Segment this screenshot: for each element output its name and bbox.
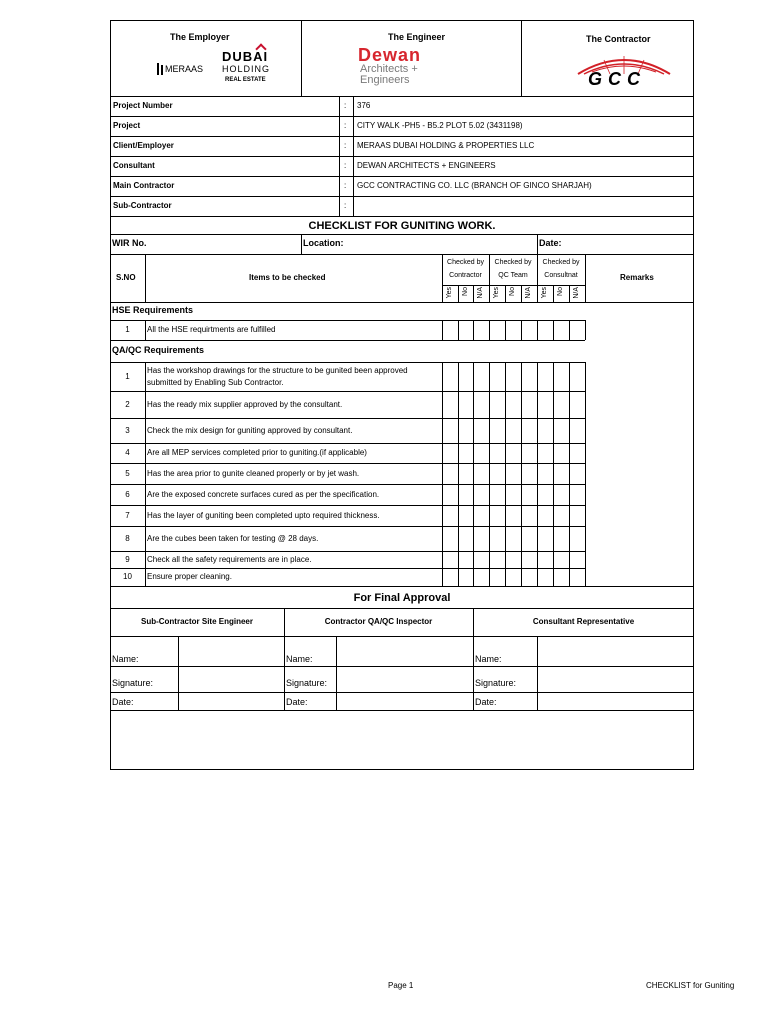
check-no-header: No xyxy=(462,287,469,296)
check-cell[interactable] xyxy=(459,363,473,391)
item-text: Has the layer of guniting been completed upto required thickness. xyxy=(147,511,380,520)
check-cell[interactable] xyxy=(443,392,458,418)
item-text: Are the exposed concrete surfaces cured as per the specification. xyxy=(147,490,380,499)
approval-col-consultant: Consultant Representative xyxy=(532,617,635,626)
check-yes-header: Yes xyxy=(493,287,500,299)
project-info-value: GCC CONTRACTING CO. LLC (BRANCH OF GINCO SHARJAH) xyxy=(357,181,592,190)
check-cell[interactable] xyxy=(474,419,489,443)
check-cell[interactable] xyxy=(538,485,553,505)
check-cell[interactable] xyxy=(443,444,458,463)
check-cell[interactable] xyxy=(443,552,458,568)
check-cell[interactable] xyxy=(506,485,521,505)
item-number: 6 xyxy=(125,490,130,499)
con-signature-label: Signature: xyxy=(286,678,328,688)
check-cell[interactable] xyxy=(459,392,473,418)
sheet-name: CHECKLIST for Guniting xyxy=(646,981,735,990)
check-cell[interactable] xyxy=(554,419,569,443)
check-cell[interactable] xyxy=(570,569,585,586)
group2-header: Checked by QC Team xyxy=(494,259,532,279)
check-cell[interactable] xyxy=(443,506,458,526)
check-cell[interactable] xyxy=(474,569,489,586)
con-name-label: Name: xyxy=(286,654,313,664)
project-info-separator: : xyxy=(344,121,347,130)
check-cell[interactable] xyxy=(459,485,473,505)
sub-signature-label: Signature: xyxy=(112,678,154,688)
check-cell[interactable] xyxy=(570,419,585,443)
check-cell[interactable] xyxy=(522,363,537,391)
check-no-header: No xyxy=(557,287,564,296)
project-info-separator: : xyxy=(344,161,347,170)
project-info-label: Consultant xyxy=(113,161,155,170)
project-info-separator: : xyxy=(344,101,347,110)
check-cell[interactable] xyxy=(490,464,505,484)
check-cell[interactable] xyxy=(474,527,489,551)
check-cell[interactable] xyxy=(506,419,521,443)
check-cell[interactable] xyxy=(443,321,458,340)
check-cell[interactable] xyxy=(506,392,521,418)
check-cell[interactable] xyxy=(570,444,585,463)
check-cell[interactable] xyxy=(490,321,505,340)
check-cell[interactable] xyxy=(522,527,537,551)
check-cell[interactable] xyxy=(459,321,473,340)
check-cell[interactable] xyxy=(522,552,537,568)
contractor-label: The Contractor xyxy=(586,34,651,44)
check-cell[interactable] xyxy=(490,527,505,551)
wir-label: WIR No. xyxy=(112,238,147,248)
item-number: 10 xyxy=(123,572,132,581)
project-info-label: Sub-Contractor xyxy=(113,201,172,210)
check-cell[interactable] xyxy=(538,444,553,463)
check-cell[interactable] xyxy=(459,569,473,586)
check-cell[interactable] xyxy=(570,527,585,551)
check-cell[interactable] xyxy=(490,392,505,418)
date-label: Date: xyxy=(539,238,562,248)
gcc-logo: GCC xyxy=(574,52,674,88)
check-cell[interactable] xyxy=(474,464,489,484)
check-cell[interactable] xyxy=(443,419,458,443)
check-cell[interactable] xyxy=(522,485,537,505)
project-info-label: Project Number xyxy=(113,101,173,110)
check-cell[interactable] xyxy=(506,506,521,526)
check-cell[interactable] xyxy=(554,527,569,551)
check-na-header: N/A xyxy=(525,287,532,299)
check-cell[interactable] xyxy=(459,419,473,443)
qaqc-heading: QA/QC Requirements xyxy=(112,345,205,355)
check-cell[interactable] xyxy=(538,321,553,340)
check-cell[interactable] xyxy=(474,506,489,526)
check-cell[interactable] xyxy=(506,363,521,391)
check-cell[interactable] xyxy=(490,444,505,463)
check-cell[interactable] xyxy=(490,485,505,505)
check-cell[interactable] xyxy=(554,569,569,586)
check-cell[interactable] xyxy=(538,569,553,586)
check-cell[interactable] xyxy=(490,506,505,526)
check-cell[interactable] xyxy=(570,552,585,568)
check-cell[interactable] xyxy=(474,552,489,568)
check-cell[interactable] xyxy=(554,363,569,391)
check-cell[interactable] xyxy=(538,363,553,391)
check-cell[interactable] xyxy=(506,444,521,463)
check-cell[interactable] xyxy=(490,552,505,568)
check-cell[interactable] xyxy=(538,506,553,526)
project-info-separator: : xyxy=(344,141,347,150)
check-yes-header: Yes xyxy=(541,287,548,299)
check-cell[interactable] xyxy=(506,569,521,586)
project-info-value: DEWAN ARCHITECTS + ENGINEERS xyxy=(357,161,496,170)
sub-date-label: Date: xyxy=(112,697,134,707)
check-cell[interactable] xyxy=(490,419,505,443)
project-info-value: 376 xyxy=(357,101,371,110)
check-cell[interactable] xyxy=(459,527,473,551)
check-yes-header: Yes xyxy=(446,287,453,299)
remarks-header: Remarks xyxy=(620,273,654,282)
check-cell[interactable] xyxy=(474,444,489,463)
check-cell[interactable] xyxy=(506,527,521,551)
project-info-label: Client/Employer xyxy=(113,141,174,150)
item-number: 1 xyxy=(125,372,130,381)
project-info-label: Main Contractor xyxy=(113,181,175,190)
check-cell[interactable] xyxy=(570,485,585,505)
item-text: Are the cubes been taken for testing @ 28 days. xyxy=(147,534,319,543)
item-text: Has the area prior to gunite cleaned properly or by jet wash. xyxy=(147,469,360,478)
item-number: 9 xyxy=(125,555,130,564)
item-text: All the HSE requirtments are fulfilled xyxy=(147,325,276,334)
check-cell[interactable] xyxy=(522,321,537,340)
sub-name-label: Name: xyxy=(112,654,139,664)
check-cell[interactable] xyxy=(443,485,458,505)
check-cell[interactable] xyxy=(522,569,537,586)
con-date-label: Date: xyxy=(286,697,308,707)
approval-col-subcontractor: Sub-Contractor Site Engineer xyxy=(140,617,253,626)
item-number: 7 xyxy=(125,511,130,520)
check-cell[interactable] xyxy=(570,464,585,484)
check-na-header: N/A xyxy=(477,287,484,299)
check-cell[interactable] xyxy=(522,419,537,443)
group3-header: Checked by Consultnat xyxy=(542,259,580,279)
group1-header: Checked by Contractor xyxy=(447,259,484,279)
check-cell[interactable] xyxy=(474,392,489,418)
check-cell[interactable] xyxy=(538,392,553,418)
employer-label: The Employer xyxy=(170,32,230,42)
item-text: Check the mix design for guniting approved by consultant. xyxy=(147,426,353,435)
check-cell[interactable] xyxy=(554,321,569,340)
check-cell[interactable] xyxy=(490,569,505,586)
item-text: Has the workshop drawings for the structure to be gunited been approved submitted by Enabling Sub Contractor. xyxy=(147,366,408,387)
item-number: 8 xyxy=(125,534,130,543)
engineer-label: The Engineer xyxy=(388,32,446,42)
approval-title: For Final Approval xyxy=(353,592,451,604)
check-cell[interactable] xyxy=(443,527,458,551)
cons-name-label: Name: xyxy=(475,654,502,664)
check-cell[interactable] xyxy=(570,363,585,391)
project-info-separator: : xyxy=(344,201,347,210)
check-cell[interactable] xyxy=(459,464,473,484)
location-label: Location: xyxy=(303,238,344,248)
hse-heading: HSE Requirements xyxy=(112,305,194,315)
check-cell[interactable] xyxy=(443,363,458,391)
item-number: 2 xyxy=(125,400,130,409)
check-no-header: No xyxy=(509,287,516,296)
check-cell[interactable] xyxy=(522,392,537,418)
check-cell[interactable] xyxy=(554,464,569,484)
item-number: 1 xyxy=(125,325,130,334)
checklist-title: CHECKLIST FOR GUNITING WORK. xyxy=(308,220,496,232)
check-cell[interactable] xyxy=(554,552,569,568)
check-cell[interactable] xyxy=(506,464,521,484)
project-info-label: Project xyxy=(113,121,141,130)
check-cell[interactable] xyxy=(554,506,569,526)
form-frame xyxy=(110,20,694,770)
check-cell[interactable] xyxy=(538,419,553,443)
check-cell[interactable] xyxy=(570,321,585,340)
check-na-header: N/A xyxy=(573,287,580,299)
item-number: 3 xyxy=(125,426,130,435)
check-cell[interactable] xyxy=(538,552,553,568)
check-cell[interactable] xyxy=(443,464,458,484)
check-cell[interactable] xyxy=(459,552,473,568)
project-info-value: CITY WALK -PH5 - B5.2 PLOT 5.02 (3431198) xyxy=(357,121,523,130)
project-info-separator: : xyxy=(344,181,347,190)
check-cell[interactable] xyxy=(522,444,537,463)
check-cell[interactable] xyxy=(474,363,489,391)
check-cell[interactable] xyxy=(570,392,585,418)
sno-header: S.NO xyxy=(116,273,136,282)
item-text: Are all MEP services completed prior to guniting.(if applicable) xyxy=(147,448,367,457)
approval-col-contractor: Contractor QA/QC Inspector xyxy=(324,617,433,626)
item-number: 5 xyxy=(125,469,130,478)
check-cell[interactable] xyxy=(506,552,521,568)
item-text: Ensure proper cleaning. xyxy=(147,572,232,581)
check-cell[interactable] xyxy=(443,569,458,586)
check-cell[interactable] xyxy=(459,444,473,463)
item-text: Check all the safety requirements are in place. xyxy=(147,555,312,564)
check-cell[interactable] xyxy=(554,485,569,505)
check-cell[interactable] xyxy=(522,464,537,484)
check-cell[interactable] xyxy=(570,506,585,526)
item-number: 4 xyxy=(125,448,130,457)
check-cell[interactable] xyxy=(554,392,569,418)
items-header: Items to be checked xyxy=(249,273,326,282)
check-cell[interactable] xyxy=(506,321,521,340)
project-info-value: MERAAS DUBAI HOLDING & PROPERTIES LLC xyxy=(357,141,535,150)
check-cell[interactable] xyxy=(459,506,473,526)
dewan-logo: Dewan Architects + Engineers xyxy=(358,45,422,86)
dubai-holding-logo: DUBAI HOLDING REAL ESTATE xyxy=(220,47,280,87)
check-cell[interactable] xyxy=(522,506,537,526)
check-cell[interactable] xyxy=(474,485,489,505)
check-cell[interactable] xyxy=(554,444,569,463)
cons-date-label: Date: xyxy=(475,697,497,707)
check-cell[interactable] xyxy=(538,464,553,484)
cons-signature-label: Signature: xyxy=(475,678,517,688)
check-cell[interactable] xyxy=(490,363,505,391)
check-cell[interactable] xyxy=(538,527,553,551)
check-cell[interactable] xyxy=(474,321,489,340)
item-text: Has the ready mix supplier approved by the consultant. xyxy=(147,400,343,409)
page-number: Page 1 xyxy=(388,981,414,990)
